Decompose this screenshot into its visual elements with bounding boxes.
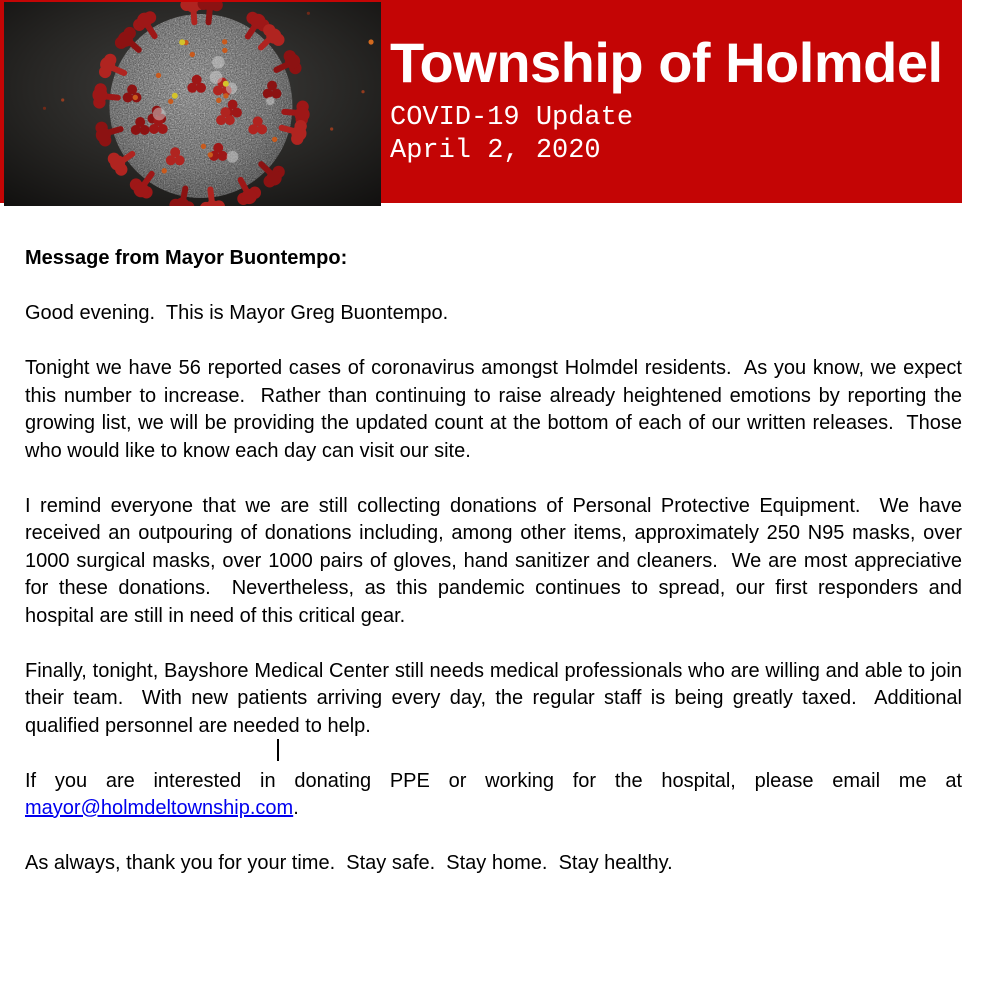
message-heading: Message from Mayor Buontempo:: [25, 247, 348, 269]
newsletter-date: April 2, 2020: [390, 135, 601, 166]
document-body: [0, 203, 983, 905]
newsletter-subtitle: COVID-19 Update: [390, 103, 634, 133]
paragraph-case-count: Tonight we have 56 reported cases of coronavirus amongst Holmdel residents. As you know, we expect this number to increase. Rather than continuing to raise already heightened emotions by reporting the growing list, we will be providing the updated count at the bottom of each of our written releases. Those who would like to know each day can visit our site.: [25, 357, 962, 462]
coronavirus-image: [4, 2, 381, 206]
paragraph-ppe-donations: I remind everyone that we are still collecting donations of Personal Protective Equipment. We have received an outpouring of donations including, among other items, approximately 250 N95 masks, over 1000 surgical masks, over 1000 pairs of gloves, hand sanitizer and cleaners. We are most appreciative for these donations. Nevertheless, as this pandemic continues to spread, our first responders and hospital are still in need of this critical gear.: [25, 494, 962, 627]
mayor-email-link[interactable]: mayor@holmdeltownship.com: [25, 797, 294, 819]
paragraph-bayshore: Finally, tonight, Bayshore Medical Center still needs medical professionals who are willing and able to join their team. With new patients arriving every day, the regular staff is being greatly taxed. Additional qualified personnel are needed to help.: [25, 659, 962, 737]
text-cursor: [277, 739, 279, 761]
email-text-after: .: [293, 797, 299, 819]
paragraph-closing: As always, thank you for your time. Stay safe. Stay home. Stay healthy.: [25, 852, 673, 874]
header-banner: [0, 0, 962, 203]
email-text-before: If you are interested in donating PPE or working for the hospital, please email me at: [25, 769, 962, 792]
newsletter-title: Township of Holmdel: [390, 31, 943, 94]
coronavirus-icon: [4, 2, 381, 206]
paragraph-email: [25, 768, 962, 823]
header-text-block: [390, 31, 943, 167]
newsletter-subtitle-block: [390, 102, 943, 167]
paragraph-greeting: Good evening. This is Mayor Greg Buontempo.: [25, 302, 449, 324]
